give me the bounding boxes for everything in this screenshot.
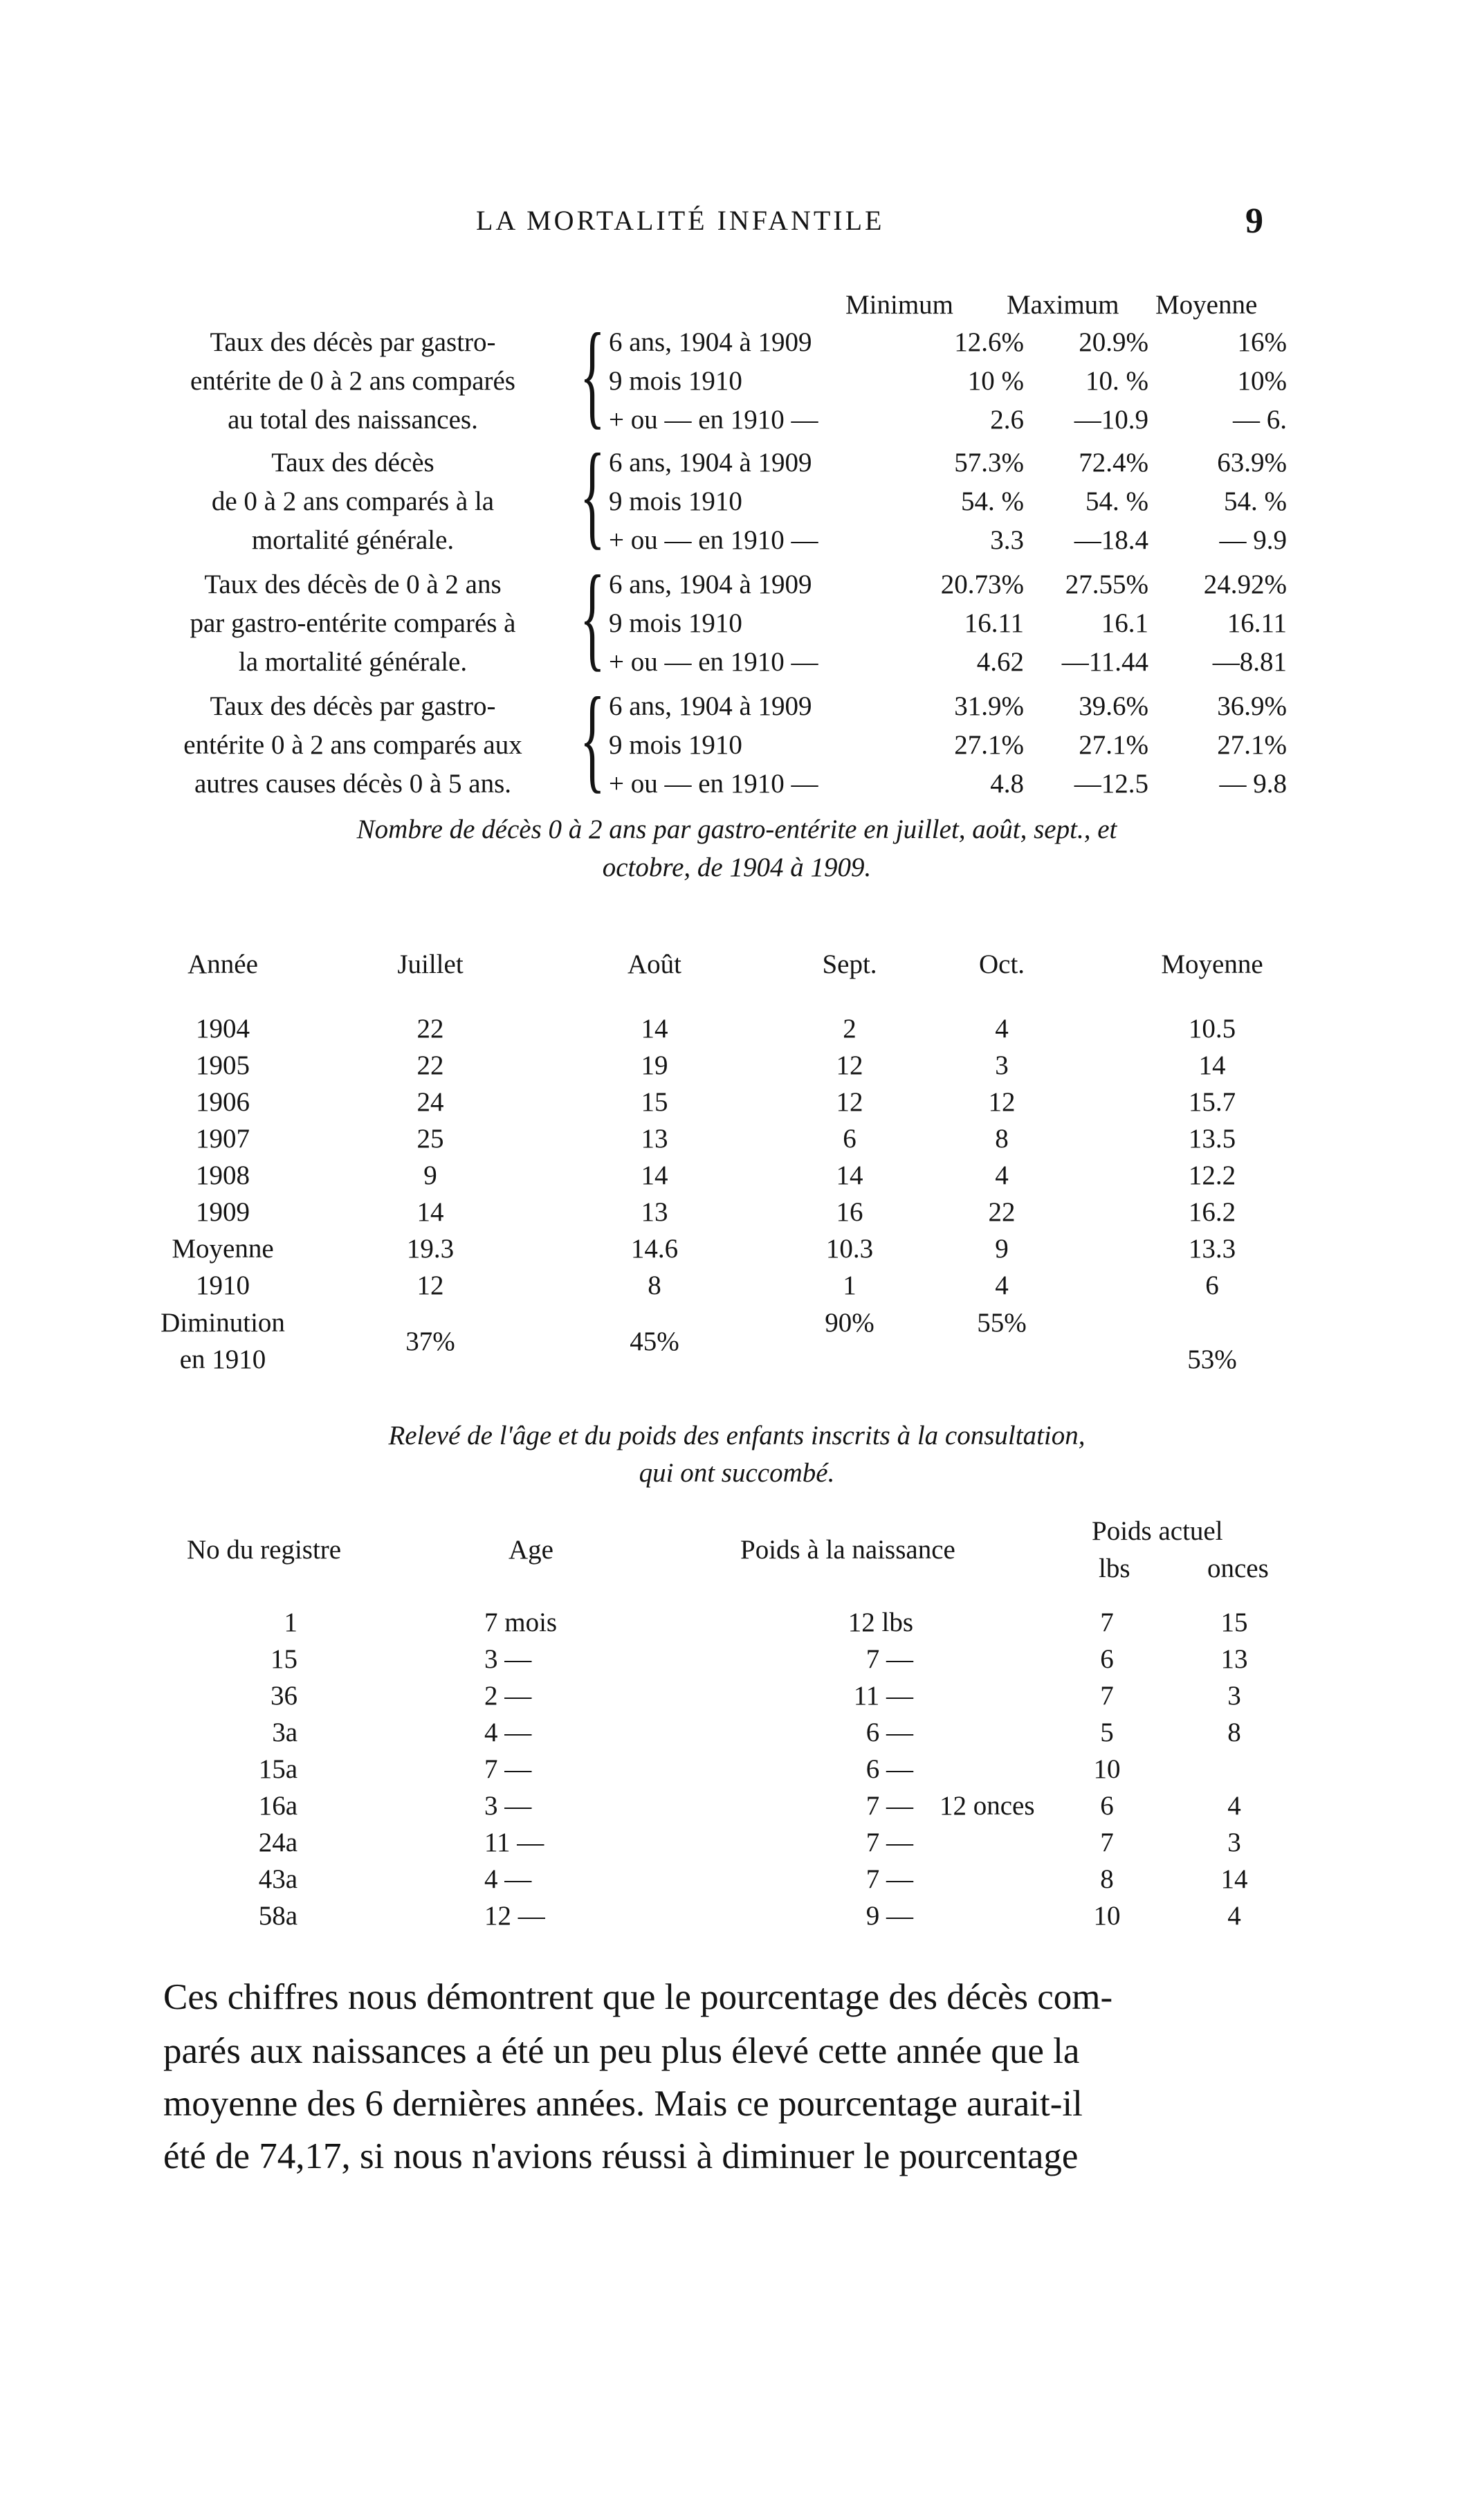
registry-caption-line2: qui ont succombé. — [639, 1458, 835, 1488]
stat-period: 9 mois 1910 — [609, 730, 742, 760]
header-registre: No du registre — [187, 1535, 342, 1565]
diminution-value: 37% — [405, 1327, 455, 1356]
registry-lbs: 7 — [1100, 1828, 1114, 1857]
brace-symbol: { — [580, 309, 605, 439]
registry-lbs: 6 — [1100, 1644, 1114, 1674]
stat-maximum: 20.9% — [1079, 327, 1148, 357]
stat-moyenne: — 9.9 — [1219, 525, 1287, 555]
registry-onces: 14 — [1220, 1864, 1248, 1894]
diminution-label: Diminution — [161, 1308, 285, 1338]
header-onces: onces — [1207, 1554, 1269, 1583]
stat-maximum: —11.44 — [1061, 647, 1148, 677]
registry-number: 16a — [258, 1791, 297, 1821]
monthly-cell: 12 — [416, 1271, 444, 1300]
registry-number: 15a — [258, 1754, 297, 1784]
stat-minimum: 4.8 — [990, 769, 1024, 799]
group-label-line: entérite 0 à 2 ans comparés aux — [183, 730, 522, 760]
registry-age: 4 — — [484, 1718, 532, 1747]
monthly-cell: 4 — [995, 1161, 1009, 1190]
registry-birth-weight: 9 — — [865, 1901, 913, 1931]
stat-moyenne: 27.1% — [1217, 730, 1287, 760]
monthly-cell: 3 — [995, 1050, 1009, 1080]
monthly-cell: 8 — [648, 1271, 661, 1300]
stat-moyenne: 54. % — [1224, 486, 1287, 516]
stat-period: 6 ans, 1904 à 1909 — [609, 327, 812, 357]
monthly-cell: 14 — [1198, 1050, 1226, 1080]
monthly-cell: 9 — [423, 1161, 437, 1190]
stat-minimum: 57.3% — [954, 448, 1024, 477]
registry-birth-weight: 6 — — [865, 1754, 913, 1784]
group-label-line: Taux des décès par gastro- — [210, 327, 496, 357]
monthly-cell: 6 — [1205, 1271, 1219, 1300]
monthly-cell: 14 — [641, 1161, 668, 1190]
monthly-cell: 14.6 — [630, 1234, 679, 1264]
col-header-moyenne: Moyenne — [1155, 290, 1258, 320]
stat-minimum: 54. % — [961, 486, 1024, 516]
registry-number: 15 — [271, 1644, 297, 1674]
monthly-cell: 12.2 — [1188, 1161, 1236, 1190]
stat-period: 9 mois 1910 — [609, 608, 742, 638]
monthly-cell: 13.5 — [1188, 1124, 1236, 1154]
paragraph-line: été de 74,17, si nous n'avions réussi à diminuer le pourcentage — [163, 2136, 1079, 2176]
group-label-line: la mortalité générale. — [238, 647, 468, 677]
monthly-cell: 13 — [641, 1197, 668, 1227]
registry-onces: 4 — [1227, 1791, 1241, 1821]
stat-minimum: 16.11 — [964, 608, 1024, 638]
registry-onces: 4 — [1227, 1901, 1241, 1931]
monthly-cell: 14 — [836, 1161, 863, 1190]
col-header-maximum: Maximum — [1007, 290, 1119, 320]
stat-minimum: 10 % — [967, 366, 1024, 396]
diminution-value: 90% — [825, 1308, 874, 1338]
stat-period: + ou — en 1910 — — [609, 405, 818, 435]
stat-moyenne: 63.9% — [1217, 448, 1287, 477]
stat-maximum: 54. % — [1085, 486, 1148, 516]
registry-birth-weight: 11 — — [853, 1681, 913, 1711]
registry-onces: 8 — [1227, 1718, 1241, 1747]
monthly-cell: 13 — [641, 1124, 668, 1154]
monthly-cell: 14 — [416, 1197, 444, 1227]
diminution-label: en 1910 — [179, 1345, 266, 1374]
monthly-row-label: 1906 — [196, 1087, 250, 1117]
monthly-cell: 19 — [641, 1050, 668, 1080]
monthly-cell: 16.2 — [1188, 1197, 1236, 1227]
group-label-line: Taux des décès de 0 à 2 ans — [204, 570, 502, 599]
registry-caption-line1: Relevé de l'âge et du poids des enfants inscrits à la consultation, — [388, 1421, 1085, 1450]
header-poids-actuel: Poids actuel — [1092, 1516, 1223, 1546]
registry-onces: 3 — [1227, 1681, 1241, 1711]
registry-onces: 15 — [1220, 1608, 1248, 1637]
monthly-row-label: 1907 — [196, 1124, 250, 1154]
monthly-cell: 22 — [988, 1197, 1016, 1227]
monthly-cell: 2 — [843, 1014, 856, 1044]
stat-minimum: 3.3 — [990, 525, 1024, 555]
monthly-cell: 6 — [843, 1124, 856, 1154]
registry-age: 7 mois — [484, 1608, 558, 1637]
stat-period: + ou — en 1910 — — [609, 525, 818, 555]
registry-number: 1 — [284, 1608, 297, 1637]
stat-maximum: —10.9 — [1074, 405, 1148, 435]
brace-symbol: { — [580, 673, 605, 803]
monthly-cell: 13.3 — [1188, 1234, 1236, 1264]
monthly-row-label: Moyenne — [172, 1234, 274, 1264]
registry-age: 4 — — [484, 1864, 532, 1894]
monthly-cell: 22 — [416, 1050, 444, 1080]
group-label-line: par gastro-entérite comparés à — [190, 608, 516, 638]
stat-maximum: —12.5 — [1074, 769, 1148, 799]
monthly-header-cell: Août — [628, 949, 681, 979]
registry-number: 43a — [258, 1864, 297, 1894]
stat-moyenne: 10% — [1237, 366, 1287, 396]
monthly-cell: 24 — [416, 1087, 444, 1117]
stat-moyenne: —8.81 — [1212, 647, 1287, 677]
diminution-value: 55% — [977, 1308, 1027, 1338]
monthly-row-label: 1905 — [196, 1050, 250, 1080]
group-label-line: Taux des décès par gastro- — [210, 691, 496, 721]
monthly-cell: 8 — [995, 1124, 1009, 1154]
monthly-header-cell: Sept. — [822, 949, 877, 979]
registry-age: 3 — — [484, 1644, 532, 1674]
monthly-cell: 1 — [843, 1271, 856, 1300]
registry-lbs: 7 — [1100, 1608, 1114, 1637]
running-title: LA MORTALITÉ INFANTILE — [476, 205, 885, 236]
registry-age: 3 — — [484, 1791, 532, 1821]
monthly-row-label: 1904 — [196, 1014, 250, 1044]
registry-age: 2 — — [484, 1681, 532, 1711]
paragraph-line: parés aux naissances a été un peu plus élevé cette année que la — [163, 2031, 1080, 2071]
monthly-cell: 4 — [995, 1014, 1009, 1044]
monthly-header-cell: Juillet — [397, 949, 464, 979]
stat-maximum: 39.6% — [1079, 691, 1148, 721]
stat-period: 6 ans, 1904 à 1909 — [609, 570, 812, 599]
diminution-value: 45% — [630, 1327, 679, 1356]
header-lbs: lbs — [1099, 1554, 1130, 1583]
group-label-line: entérite de 0 à 2 ans comparés — [190, 366, 515, 396]
stat-maximum: —18.4 — [1074, 525, 1148, 555]
group-label-line: au total des naissances. — [228, 405, 478, 435]
registry-onces: 3 — [1227, 1828, 1241, 1857]
stat-moyenne: — 9.8 — [1219, 769, 1287, 799]
registry-onces: 13 — [1220, 1644, 1248, 1674]
monthly-header-cell: Oct. — [978, 949, 1025, 979]
monthly-cell: 10.3 — [825, 1234, 874, 1264]
stat-period: 6 ans, 1904 à 1909 — [609, 691, 812, 721]
registry-number: 24a — [258, 1828, 297, 1857]
stat-minimum: 4.62 — [976, 647, 1024, 677]
registry-age: 7 — — [484, 1754, 532, 1784]
monthly-cell: 25 — [416, 1124, 444, 1154]
monthly-cell: 15.7 — [1188, 1087, 1236, 1117]
stat-maximum: 72.4% — [1079, 448, 1148, 477]
monthly-cell: 10.5 — [1188, 1014, 1236, 1044]
registry-number: 3a — [272, 1718, 297, 1747]
registry-lbs: 10 — [1093, 1901, 1121, 1931]
diminution-value: 53% — [1187, 1345, 1237, 1374]
registry-birth-weight: 7 — — [865, 1828, 913, 1857]
stat-maximum: 27.1% — [1079, 730, 1148, 760]
group-label-line: de 0 à 2 ans comparés à la — [211, 486, 495, 516]
header-poids-naissance: Poids à la naissance — [740, 1535, 955, 1565]
monthly-row-label: 1908 — [196, 1161, 250, 1190]
stat-period: + ou — en 1910 — — [609, 647, 818, 677]
group-label-line: autres causes décès 0 à 5 ans. — [194, 769, 512, 799]
stat-maximum: 27.55% — [1065, 570, 1148, 599]
monthly-cell: 22 — [416, 1014, 444, 1044]
stat-moyenne: 16.11 — [1227, 608, 1287, 638]
registry-number: 36 — [271, 1681, 297, 1711]
registry-age: 11 — — [484, 1828, 544, 1857]
registry-birth-weight: 6 — — [865, 1718, 913, 1747]
brace-symbol: { — [580, 552, 605, 682]
monthly-row-label: 1910 — [196, 1271, 250, 1300]
col-header-minimum: Minimum — [845, 290, 954, 320]
monthly-row-label: 1909 — [196, 1197, 250, 1227]
registry-birth-weight: 7 — — [865, 1791, 913, 1821]
stat-minimum: 31.9% — [954, 691, 1024, 721]
monthly-cell: 19.3 — [406, 1234, 455, 1264]
registry-number: 58a — [258, 1901, 297, 1931]
stat-minimum: 20.73% — [940, 570, 1024, 599]
stat-period: 9 mois 1910 — [609, 486, 742, 516]
registry-birth-weight: 7 — — [865, 1644, 913, 1674]
monthly-header-cell: Année — [187, 949, 258, 979]
stat-period: + ou — en 1910 — — [609, 769, 818, 799]
registry-birth-weight: 12 lbs — [848, 1608, 913, 1637]
stat-period: 6 ans, 1904 à 1909 — [609, 448, 812, 477]
group-label-line: mortalité générale. — [251, 525, 455, 555]
registry-lbs: 5 — [1100, 1718, 1114, 1747]
monthly-cell: 16 — [836, 1197, 863, 1227]
paragraph-line: Ces chiffres nous démontrent que le pourcentage des décès com- — [163, 1977, 1113, 2017]
monthly-cell: 9 — [995, 1234, 1009, 1264]
stat-maximum: 10. % — [1085, 366, 1148, 396]
page-number: 9 — [1245, 201, 1263, 241]
stat-moyenne: 16% — [1237, 327, 1287, 357]
monthly-cell: 12 — [836, 1087, 863, 1117]
monthly-cell: 4 — [995, 1271, 1009, 1300]
registry-birth-weight: 7 — — [865, 1864, 913, 1894]
stat-minimum: 12.6% — [954, 327, 1024, 357]
brace-symbol: { — [580, 430, 605, 560]
stat-moyenne: 24.92% — [1203, 570, 1287, 599]
registry-lbs: 10 — [1093, 1754, 1121, 1784]
group-label-line: Taux des décès — [271, 448, 434, 477]
monthly-caption-line2: octobre, de 1904 à 1909. — [602, 853, 872, 882]
registry-birth-extra: 12 onces — [940, 1791, 1035, 1821]
monthly-cell: 15 — [641, 1087, 668, 1117]
registry-lbs: 6 — [1100, 1791, 1114, 1821]
stat-period: 9 mois 1910 — [609, 366, 742, 396]
monthly-header-cell: Moyenne — [1161, 949, 1263, 979]
monthly-cell: 12 — [836, 1050, 863, 1080]
stat-minimum: 27.1% — [954, 730, 1024, 760]
monthly-cell: 12 — [988, 1087, 1016, 1117]
stat-moyenne: — 6. — [1233, 405, 1287, 435]
monthly-cell: 14 — [641, 1014, 668, 1044]
stat-maximum: 16.1 — [1101, 608, 1148, 638]
registry-lbs: 8 — [1100, 1864, 1114, 1894]
header-age: Age — [509, 1535, 553, 1565]
paragraph-line: moyenne des 6 dernières années. Mais ce pourcentage aurait-il — [163, 2084, 1083, 2124]
stat-minimum: 2.6 — [990, 405, 1024, 435]
registry-age: 12 — — [484, 1901, 545, 1931]
registry-lbs: 7 — [1100, 1681, 1114, 1711]
monthly-caption-line1: Nombre de décès 0 à 2 ans par gastro-entérite en juillet, août, sept., et — [356, 814, 1117, 844]
stat-moyenne: 36.9% — [1217, 691, 1287, 721]
